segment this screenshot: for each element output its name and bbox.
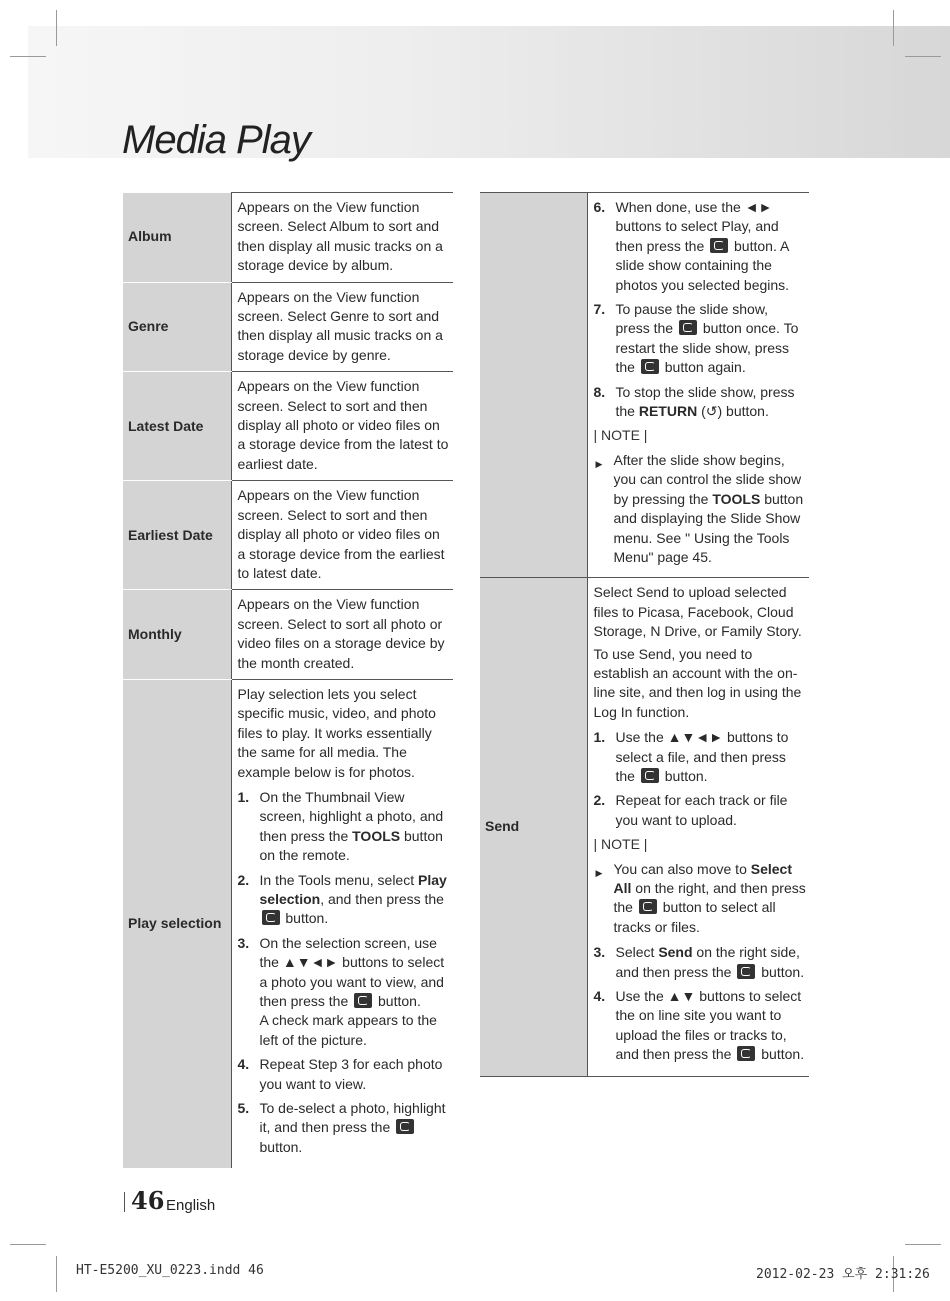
enter-icon [737,1046,755,1061]
step-number: 7. [593,301,606,318]
page-title: Media Play [122,118,310,162]
step-number: 8. [593,383,606,400]
step-number: 2. [237,871,250,888]
step-text: Repeat Step 3 for each photo you want to view. [259,1056,443,1092]
step [594,728,807,786]
note [594,860,807,938]
step-number: 5. [237,1100,250,1117]
enter-icon [710,238,728,253]
row-description: Appears on the View function screen. Select to sort all photo or video files on a storage device by the month created. [231,590,453,680]
step [594,383,807,422]
step-text: Use the ▲▼ buttons to select the on line site you want to upload the files or tracks to, and then press the button. [615,988,805,1063]
page-language: English [166,1197,216,1214]
enter-icon [737,964,755,979]
step-text: In the Tools menu, select Play selection, and then press the button. [259,871,447,927]
table-row-send [480,578,809,1076]
page-number: 46 [124,1186,164,1215]
step [238,934,451,1050]
step [238,871,451,929]
send-steps [594,943,807,1064]
row-label: Genre [123,282,231,372]
step-number: 1. [593,729,606,746]
options-table-right [480,192,809,1077]
row-label: Send [480,578,587,1076]
row-description: Appears on the View function screen. Select to sort and then display all photo or video files on a storage device from the earliest to latest date. [231,481,453,590]
enter-icon [639,899,657,914]
row-label: Monthly [123,590,231,680]
row-description [587,578,809,1076]
bullet-triangle-icon: ▶ [595,458,603,469]
table-row-play-selection [123,679,453,1168]
slideshow-steps [594,198,807,421]
crop-mark [905,56,941,57]
enter-icon [262,910,280,925]
table-row [123,481,453,590]
step-text: On the selection screen, use the ▲▼◄► buttons to select a photo you want to view, and then press the button. A check mark appears to the left of the picture. [259,934,445,1048]
slug-timestamp: 2012-02-23 오후 2:31:26 [756,1267,930,1282]
step [238,788,451,866]
note-text: You can also move to Select All on the right, and then press the button to select all tracks or files. [613,860,806,935]
row-label: Play selection [123,679,231,1168]
row-label: Album [123,193,231,283]
crop-mark [893,10,894,46]
step-number: 3. [237,934,250,951]
send-steps [594,728,807,830]
step-text: On the Thumbnail View screen, highlight a photo, and then press the TOOLS button on the remote. [259,788,444,864]
enter-icon [679,320,697,335]
step [238,1055,451,1094]
step-text: When done, use the ◄► buttons to select Play, and then press the button. A slide show containing the photos you selected begins. [615,199,790,293]
row-description: Appears on the View function screen. Select to sort and then display all photo or video files on a storage device from the latest to earliest date. [231,372,453,481]
row-label-empty [480,193,587,578]
step-text: To de-select a photo, highlight it, and then press the button. [259,1100,446,1155]
row-description: Appears on the View function screen. Select Album to sort and then display all music tracks on a storage device by album. [231,193,453,283]
enter-icon [396,1119,414,1134]
enter-icon [641,768,659,783]
note-label: | NOTE | [593,836,648,853]
step-number: 2. [593,792,606,809]
options-table-left [123,192,453,1168]
step-number: 3. [593,944,606,961]
note-text: After the slide show begins, you can control the slide show by pressing the TOOLS button and displaying the Slide Show menu. See " Using the Tools Menu" page 45. [613,451,804,565]
crop-mark [905,1244,941,1245]
play-selection-intro: Play selection lets you select specific music, video, and photo files to play. It works essentially the same for all media. The example below is for photos. [237,685,436,780]
row-description [587,193,809,578]
step-text: To pause the slide show, press the button once. To restart the slide show, press the button again. [615,301,799,376]
step-number: 4. [237,1056,250,1073]
step [594,791,807,830]
step [594,300,807,378]
row-label: Latest Date [123,372,231,481]
step-text: Repeat for each track or file you want to upload. [615,792,788,828]
bullet-triangle-icon: ▶ [595,867,603,878]
table-row [123,372,453,481]
note-label: | NOTE | [593,427,648,444]
table-row [123,282,453,372]
step-text: Select Send on the right side, and then press the button. [615,944,805,980]
note [594,451,807,567]
row-label: Earliest Date [123,481,231,590]
play-selection-steps [238,788,451,1157]
step [594,943,807,982]
step-text: To stop the slide show, press the RETURN (↺) button. [615,383,795,420]
crop-mark [10,1244,46,1245]
table-row-continued [480,193,809,578]
table-row [123,193,453,283]
table-row [123,590,453,680]
crop-mark [56,10,57,46]
step [594,198,807,295]
enter-icon [641,359,659,374]
send-intro: To use Send, you need to establish an account with the on-line site, and then log in using the Log In function. [593,645,802,720]
step-number: 4. [593,988,606,1005]
step-number: 1. [237,788,250,805]
step [594,987,807,1065]
row-description: Appears on the View function screen. Select Genre to sort and then display all music tracks on a storage device by genre. [231,282,453,372]
slug-filename: HT-E5200_XU_0223.indd 46 [76,1263,264,1278]
crop-mark [56,1256,57,1292]
step-text: Use the ▲▼◄► buttons to select a file, and then press the button. [615,729,789,784]
send-intro: Select Send to upload selected files to Picasa, Facebook, Cloud Storage, N Drive, or Family Story. [593,584,802,640]
enter-icon [354,993,372,1008]
row-description [231,679,453,1168]
step [238,1099,451,1157]
step-number: 6. [593,199,606,215]
crop-mark [10,56,46,57]
